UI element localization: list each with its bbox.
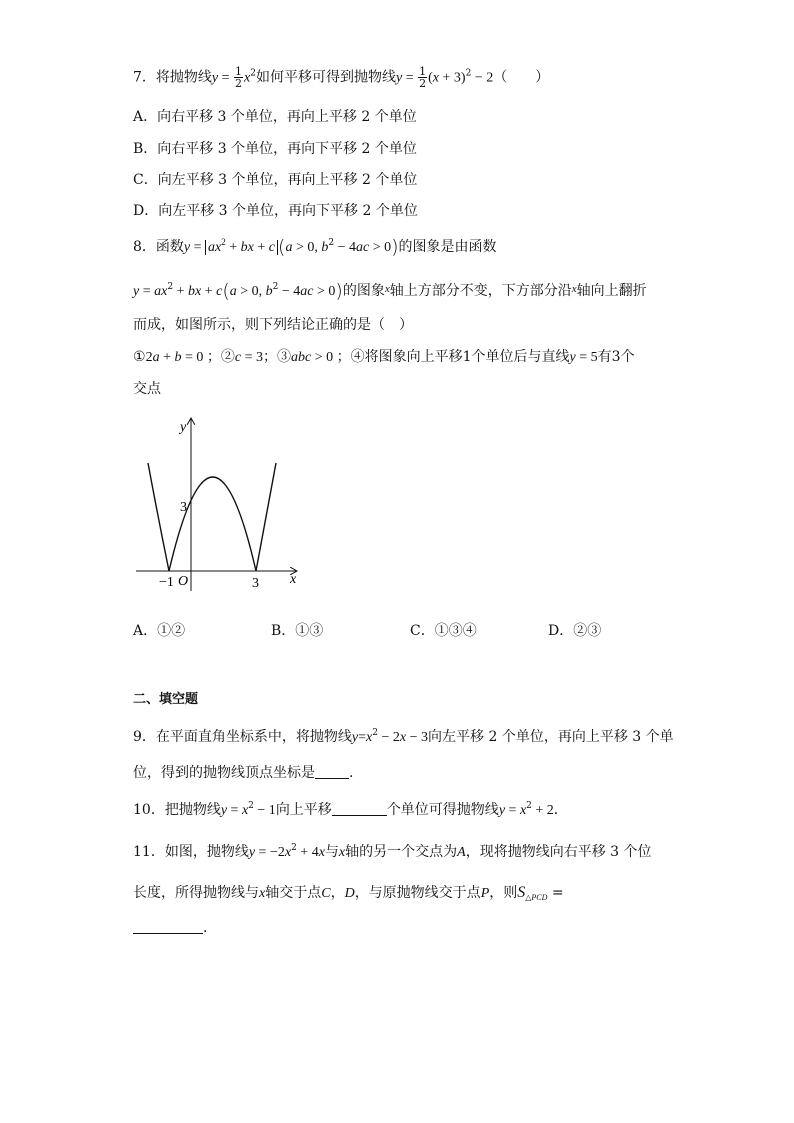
q8-option-a: A．①② bbox=[133, 623, 186, 639]
q8-line2-a: 的图象 bbox=[342, 283, 385, 299]
q11-line2-e: ，则 bbox=[489, 885, 518, 901]
q11-line2-d: ，与原抛物线交于点 bbox=[354, 885, 481, 901]
q8-c2: ；② bbox=[206, 349, 235, 365]
q7-option-a: A．向右平移 3 个单位，再向上平移 2 个单位 bbox=[133, 109, 417, 125]
q8-stem: 8．函数$y = ax^2$ + bx + c (a > 0, $b^2 - 4ac > 0$)的图象是由函数 bbox=[133, 236, 497, 258]
q10-line: 10．把抛物线$y = x^2 - 1$向上平移 个单位可得抛物线$y = x^2 + 2$． bbox=[133, 801, 568, 818]
q8-c1: ① bbox=[133, 349, 146, 365]
origin-label: O bbox=[178, 574, 189, 589]
q8-option-c: C．①③④ bbox=[410, 623, 477, 639]
q10-text-b: 向上平移 bbox=[275, 802, 332, 818]
q11-text-b: 与 bbox=[324, 844, 339, 860]
q7-text-a: 7．将抛物线 bbox=[133, 69, 212, 86]
q8-line2-c: 轴向上翻折 bbox=[576, 283, 647, 299]
q11-answer-blank[interactable] bbox=[133, 919, 203, 934]
q10-answer-blank[interactable] bbox=[332, 801, 387, 816]
q7-formula-1: y bbox=[211, 70, 219, 86]
q11-line2-f: = bbox=[547, 885, 564, 901]
label-x-3: 3 bbox=[252, 576, 259, 591]
q8-graph bbox=[128, 415, 308, 595]
q8-line2: $y = ax^2$ + bx + c(a > 0, $b^2 - 4ac > 0$)的图象$^x$轴上方部分不变，下方部分沿$^x$轴向上翻折 bbox=[133, 280, 647, 302]
q11-text-d: ，现将抛物线向右平移 3 个位 bbox=[465, 844, 652, 860]
section-title: 二、填空题 bbox=[133, 692, 199, 707]
q9-text-line2: 位，得到的抛物线顶点坐标是 bbox=[133, 765, 315, 781]
q7-text-b: 如何平移可得到抛物线 bbox=[256, 69, 396, 86]
q8-line5: 交点 bbox=[133, 381, 161, 397]
q8-option-d: D．②③ bbox=[548, 623, 602, 639]
q11-line2-c: ， bbox=[330, 885, 345, 901]
label-y-3: 3 bbox=[180, 500, 187, 515]
q9-text-b: 向左平移 2 个单位，再向上平移 3 个单 bbox=[428, 729, 674, 745]
q8-option-b: B．①③ bbox=[271, 623, 324, 639]
q9-line1: 9．在平面直角坐标系中，将抛物线$y=x^2 - 2x - 3$向左平移 2 个单位，再向上平移 3 个单 bbox=[133, 728, 674, 745]
q10-end: ． bbox=[553, 802, 568, 818]
q8-line2-b: 轴上方部分不变，下方部分沿 bbox=[389, 283, 572, 299]
q11-text-a: 11．如图，抛物线 bbox=[133, 844, 249, 860]
q9-end: . bbox=[349, 765, 354, 781]
q11-line3 bbox=[133, 919, 207, 937]
q7-stem: 7．将抛物线y = $\frac{1}{2}$ $x^2$如何平移可得到抛物线y = $\frac{1}{2}$ $(x + 3)^2 - 2$（ ） bbox=[133, 65, 550, 90]
frac-half: $\frac{1}{2}$ bbox=[235, 65, 243, 90]
q9-answer-blank[interactable] bbox=[315, 764, 349, 779]
q11-line2-b: 轴交于点 bbox=[265, 885, 322, 901]
label-x-neg1: −1 bbox=[159, 575, 174, 590]
q8-line3: 而成，如图所示，则下列结论正确的是（ ） bbox=[133, 317, 413, 333]
q7-option-b: B．向右平移 3 个单位，再向下平移 2 个单位 bbox=[133, 141, 417, 157]
q7-text-c: （ ） bbox=[493, 69, 550, 86]
q11-line2-a: 长度，所得抛物线与 bbox=[133, 885, 259, 901]
q11-text-c: 轴的另一个交点为 bbox=[345, 844, 458, 860]
q10-text-c: 个单位可得抛物线 bbox=[386, 802, 499, 818]
q8-text-b: 的图象是由函数 bbox=[398, 239, 497, 255]
x-axis-label: x bbox=[290, 572, 297, 587]
q11-line1: 11．如图，抛物线$y = -2x^2 + 4x$与x轴的另一个交点为A，现将抛物线向右平移 3 个位 bbox=[133, 843, 652, 860]
q8-c5: 有3个 bbox=[597, 349, 635, 365]
curve-left-arm bbox=[148, 463, 169, 571]
q8-text-a: 8．函数 bbox=[133, 239, 184, 255]
q8-c3: ；③ bbox=[263, 349, 291, 365]
q11-line2: 长度，所得抛物线与x轴交于点C，D，与原抛物线交于点P，则$S_{\triangle PCD}$ = bbox=[133, 884, 564, 902]
curve-hump bbox=[169, 477, 256, 571]
q7-option-d: D．向左平移 3 个单位，再向下平移 2 个单位 bbox=[133, 203, 418, 219]
y-axis-label: y bbox=[180, 420, 187, 435]
q7-option-c: C．向左平移 3 个单位，再向上平移 2 个单位 bbox=[133, 172, 418, 188]
q7-formula-2: y bbox=[396, 70, 403, 86]
q11-end: . bbox=[203, 920, 208, 936]
q8-formula-abs: y bbox=[183, 240, 191, 255]
q8-c4: ；④将图象向上平移1个单位后与直线 bbox=[336, 349, 570, 365]
q9-line2 bbox=[133, 764, 353, 782]
q10-text-a: 10．把抛物线 bbox=[133, 802, 221, 818]
curve-right-arm bbox=[256, 463, 276, 571]
q9-text-a: 9．在平面直角坐标系中，将抛物线 bbox=[133, 729, 352, 745]
q8-conclusions: ①2a + b = 0 ；②c = 3；③abc > 0 ；④将图象向上平移1个单位后与直线y = 5有3个 bbox=[133, 349, 635, 365]
